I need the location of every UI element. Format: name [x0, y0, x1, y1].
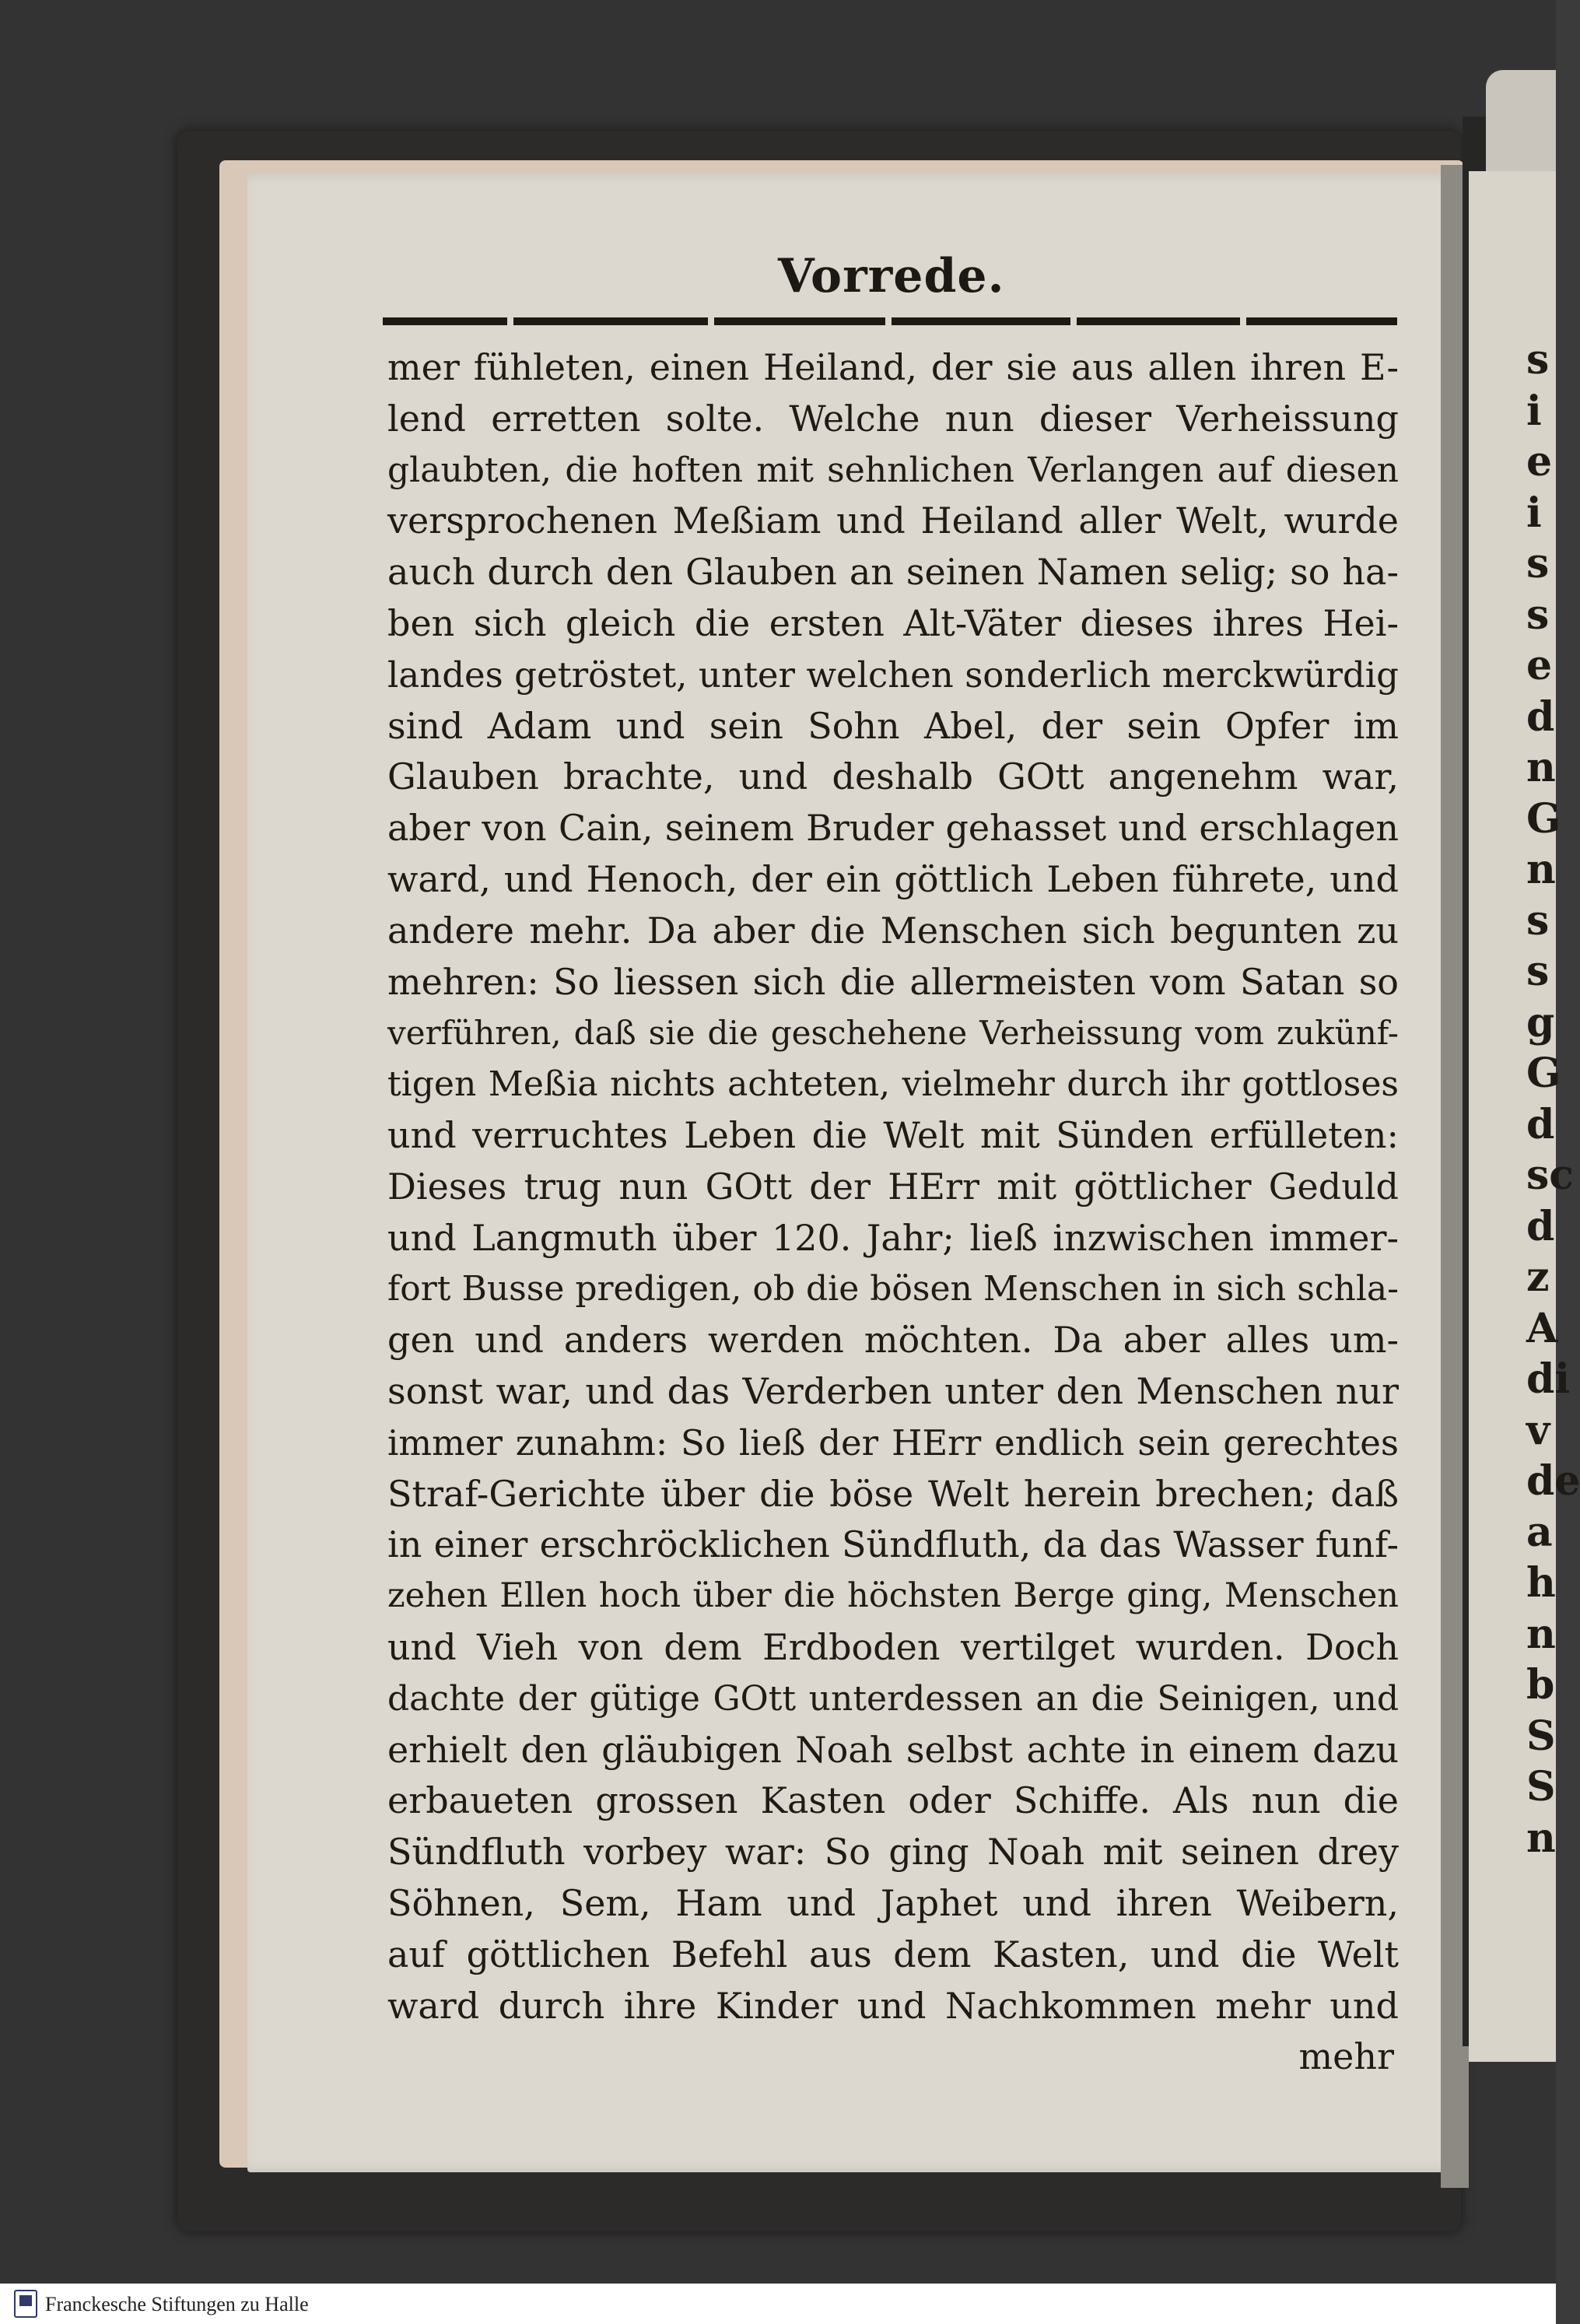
text-line: mer fühleten, einen Heiland, der sie aus allen ihren E-	[387, 346, 1399, 388]
facing-page-edge	[1486, 70, 1556, 175]
facing-page-letter: a	[1526, 1508, 1553, 1556]
catchword: mehr	[1298, 2035, 1394, 2078]
text-line: auch durch den Glauben an seinen Namen selig; so ha-	[387, 551, 1399, 594]
text-line: fort Busse predigen, ob die bösen Menschen in sich schla-	[387, 1269, 1399, 1309]
facing-page-letter: n	[1526, 744, 1556, 791]
page-header: Vorrede.	[778, 249, 1005, 303]
header-rule-segment	[1077, 317, 1240, 325]
facing-page-letter: i	[1526, 489, 1542, 537]
text-line: dachte der gütige GOtt unterdessen an die Seinigen, und	[387, 1678, 1399, 1719]
text-line: Sündfluth vorbey war: So ging Noah mit seinen drey	[387, 1831, 1399, 1874]
facing-page-letter: de	[1526, 1457, 1580, 1505]
facing-page-letter: e	[1526, 438, 1553, 485]
text-line: und Langmuth über 120. Jahr; ließ inzwischen immer-	[387, 1216, 1399, 1259]
facing-page-letter: S	[1526, 1763, 1556, 1810]
facing-page-letter: n	[1526, 1610, 1556, 1658]
facing-page-letter: s	[1526, 336, 1550, 384]
text-line: auf göttlichen Befehl aus dem Kasten, und die Welt	[387, 1933, 1399, 1975]
text-line: in einer erschröcklichen Sündfluth, da das Wasser funf-	[387, 1523, 1399, 1566]
text-line: erbaueten grossen Kasten oder Schiffe. Als nun die	[387, 1779, 1399, 1822]
facing-page-letter: b	[1526, 1661, 1555, 1709]
facing-page-letter: n	[1526, 846, 1556, 893]
facing-page-letter: di	[1526, 1355, 1571, 1403]
footer-bar	[0, 2284, 1556, 2324]
text-line: ben sich gleich die ersten Alt-Väter dieses ihres Hei-	[387, 601, 1399, 644]
text-line: gen und anders werden möchten. Da aber alles um-	[387, 1319, 1399, 1362]
facing-page-letter: s	[1526, 896, 1550, 945]
institution-name: Franckesche Stiftungen zu Halle	[45, 2293, 309, 2315]
text-line: ward, und Henoch, der ein göttlich Leben führete, und	[387, 857, 1399, 900]
facing-page-letter: s	[1526, 540, 1550, 587]
text-line: Dieses trug nun GOtt der HErr mit göttlicher Geduld	[387, 1165, 1399, 1208]
facing-page-letter: S	[1526, 1712, 1556, 1760]
facing-page-letter: n	[1526, 1814, 1556, 1862]
text-line: mehren: So liessen sich die allermeisten vom Satan so	[387, 960, 1399, 1003]
text-line: glaubten, die hoften mit sehnlichen Verlangen auf diesen	[387, 450, 1399, 490]
text-line: und verruchtes Leben die Welt mit Sünden erfülleten:	[387, 1113, 1399, 1156]
text-line: sind Adam und sein Sohn Abel, der sein Opfer im	[387, 704, 1399, 747]
text-line: versprochenen Meßiam und Heiland aller Welt, wurde	[387, 500, 1399, 542]
text-line: andere mehr. Da aber die Menschen sich begunten zu	[387, 909, 1399, 952]
text-line: verführen, daß sie die geschehene Verheissung vom zukünf-	[387, 1014, 1399, 1053]
text-line: immer zunahm: So ließ der HErr endlich sein gerechtes	[387, 1421, 1399, 1463]
text-line: Straf-Gerichte über die böse Welt herein brechen; daß	[387, 1472, 1399, 1515]
facing-page-letter: z	[1526, 1253, 1550, 1301]
facing-page-letter: sc	[1526, 1151, 1574, 1199]
text-line: erhielt den gläubigen Noah selbst achte in einem dazu	[387, 1728, 1399, 1771]
text-line: tigen Meßia nichts achteten, vielmehr durch ihr gottloses	[387, 1064, 1399, 1105]
institution-logo-icon	[14, 2290, 37, 2318]
text-line: zehen Ellen hoch über die höchsten Berge ging, Menschen	[387, 1576, 1399, 1616]
facing-page-letter: h	[1526, 1559, 1556, 1607]
facing-page-text	[1526, 335, 1580, 1863]
text-line: und Vieh von dem Erdboden vertilget wurden. Doch	[387, 1625, 1399, 1668]
text-line: lend erretten solte. Welche nun dieser Verheissung	[387, 397, 1399, 440]
text-line: landes getröstet, unter welchen sonderlich merckwürdig	[387, 654, 1399, 696]
facing-page-letter: v	[1526, 1406, 1550, 1454]
facing-page-letter: i	[1526, 387, 1542, 435]
text-line: aber von Cain, seinem Bruder gehasset und erschlagen	[387, 807, 1399, 850]
facing-page-letter: A	[1526, 1304, 1558, 1352]
header-rule-segment	[892, 317, 1070, 325]
facing-page-letter: d	[1526, 692, 1555, 741]
facing-page-letter: s	[1526, 948, 1550, 995]
header-rule-segment	[714, 317, 885, 325]
header-rule-segment	[513, 317, 708, 325]
facing-page-letter: d	[1526, 1202, 1555, 1250]
facing-page-letter: s	[1526, 591, 1550, 639]
header-rule-segment	[383, 317, 507, 325]
facing-page-letter: G	[1526, 794, 1561, 843]
body-text	[387, 342, 1399, 2083]
facing-page-letter: G	[1526, 1050, 1561, 1097]
text-line: ward durch ihre Kinder und Nachkommen mehr und	[387, 1984, 1399, 2027]
text-line: Söhnen, Sem, Ham und Japhet und ihren Weibern,	[387, 1881, 1399, 1924]
facing-page-letter: d	[1526, 1100, 1555, 1148]
header-rule-segment	[1246, 317, 1397, 325]
facing-page-letter: e	[1526, 642, 1553, 689]
text-line: sonst war, und das Verderben unter den Menschen nur	[387, 1369, 1399, 1412]
text-line: Glauben brachte, und deshalb GOtt angenehm war,	[387, 755, 1399, 798]
facing-page-letter: g	[1526, 998, 1555, 1046]
